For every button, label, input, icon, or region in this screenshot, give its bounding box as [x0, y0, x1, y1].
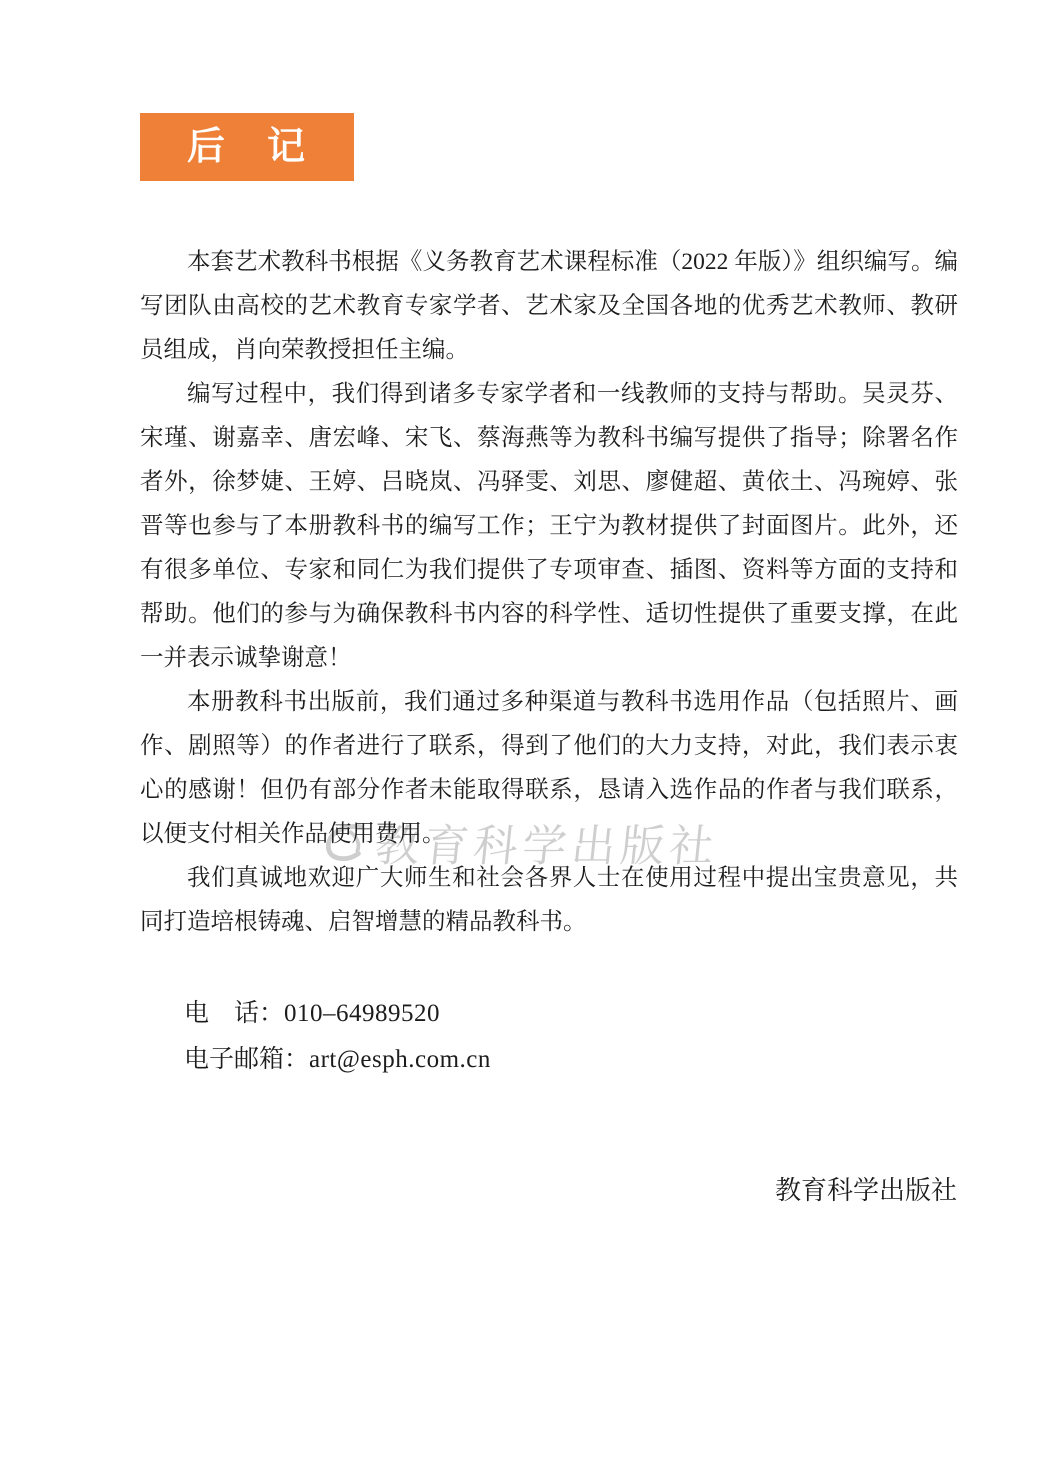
phone-label: 电 话： [184, 1000, 285, 1027]
watermark-text: 教育科学出版社 [372, 822, 722, 871]
section-title-box [140, 113, 354, 181]
paragraph-1: 本套艺术教科书根据《义务教育艺术课程标准（2022 年版）》组织编写。编写团队由高校的艺术教育专家学者、艺术家及全国各地的优秀艺术教师、教研员组成，肖向荣教授担任主编。 [140, 249, 958, 363]
email-address: art@esph.com.cn [309, 1046, 491, 1073]
paragraph-2: 编写过程中，我们得到诸多专家学者和一线教师的支持与帮助。吴灵芬、宋瑾、谢嘉幸、唐宏峰、宋飞、蔡海燕等为教科书编写提供了指导；除署名作者外，徐梦婕、王婷、吕晓岚、冯驿雯、刘思、廖健超、黄依土、冯琬婷、张晋等也参与了本册教科书的编写工作；王宁为教材提供了封面图片。此外，还有很多单位、专家和同仁为我们提供了专项审查、插图、资料等方面的支持和帮助。他们的参与为确保教科书内容的科学性、适切性提供了重要支撑，在此一并表示诚挚谢意！ [140, 381, 958, 671]
phone-number: 010–64989520 [284, 1000, 441, 1027]
phone-line [184, 991, 491, 1037]
section-title: 后 记 [186, 126, 307, 168]
afterword-body [140, 240, 958, 944]
email-label: 电子邮箱： [184, 1046, 310, 1073]
email-line [184, 1037, 491, 1083]
paragraph-3: 本册教科书出版前，我们通过多种渠道与教科书选用作品（包括照片、画作、剧照等）的作者进行了联系，得到了他们的大力支持，对此，我们表示衷心的感谢！但仍有部分作者未能取得联系，恳请入选作品的作者与我们联系，以便支付相关作品使用费用。 [140, 689, 958, 847]
paragraph-4: 我们真诚地欢迎广大师生和社会各界人士在使用过程中提出宝贵意见，共同打造培根铸魂、启智增慧的精品教科书。 [140, 865, 958, 935]
publisher-name: 教育科学出版社 [774, 1176, 957, 1205]
contact-info [184, 991, 491, 1083]
